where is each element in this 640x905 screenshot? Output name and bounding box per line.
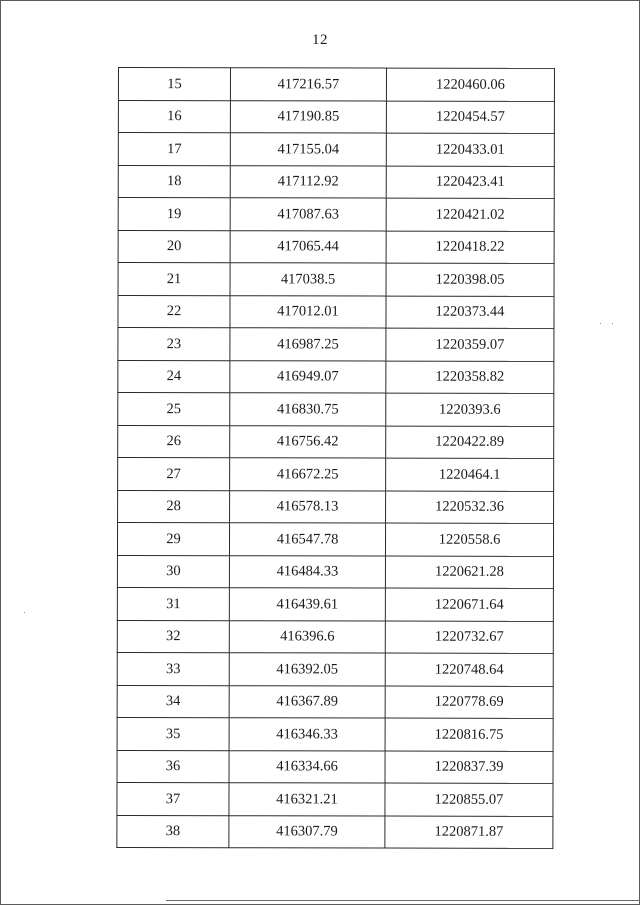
table-row: [118, 198, 554, 231]
x-coordinate-cell: 416367.89: [229, 685, 385, 718]
y-coordinate-cell: 1220433.01: [386, 133, 554, 166]
point-number-cell: 18: [118, 165, 230, 198]
y-coordinate-cell: 1220855.07: [385, 783, 553, 816]
point-number-cell: 23: [118, 328, 230, 361]
x-coordinate-cell: 416346.33: [229, 718, 385, 751]
table-row: [117, 815, 553, 848]
x-coordinate-cell: 417038.5: [230, 263, 386, 296]
point-number-cell: 20: [118, 230, 230, 263]
x-coordinate-cell: 416396.6: [229, 620, 385, 653]
page-number: 12: [312, 32, 328, 48]
x-coordinate-cell: 417190.85: [230, 100, 386, 133]
table-row: [118, 100, 554, 133]
x-coordinate-cell: 417087.63: [230, 198, 386, 231]
table-row: [118, 68, 554, 101]
y-coordinate-cell: 1220423.41: [386, 166, 554, 199]
x-coordinate-cell: 417155.04: [230, 133, 386, 166]
scan-speck: [600, 323, 601, 324]
y-coordinate-cell: 1220671.64: [385, 588, 553, 621]
x-coordinate-cell: 416321.21: [229, 783, 385, 816]
table-row: [118, 328, 554, 361]
point-number-cell: 29: [117, 523, 229, 556]
x-coordinate-cell: 416392.05: [229, 653, 385, 686]
x-coordinate-cell: 416547.78: [229, 523, 385, 556]
x-coordinate-cell: 417112.92: [230, 165, 386, 198]
y-coordinate-cell: 1220373.44: [386, 296, 554, 329]
x-coordinate-cell: 417065.44: [230, 230, 386, 263]
table-row: [118, 360, 554, 393]
point-number-cell: 28: [118, 490, 230, 523]
y-coordinate-cell: 1220732.67: [385, 621, 553, 654]
y-coordinate-cell: 1220748.64: [385, 653, 553, 686]
table-row: [117, 685, 553, 718]
table-row: [117, 652, 553, 685]
y-coordinate-cell: 1220358.82: [386, 361, 554, 394]
table-row: [118, 393, 554, 426]
x-coordinate-cell: 416756.42: [230, 425, 386, 458]
y-coordinate-cell: 1220460.06: [386, 68, 554, 101]
y-coordinate-cell: 1220418.22: [386, 231, 554, 264]
point-number-cell: 37: [117, 782, 229, 815]
point-number-cell: 26: [118, 425, 230, 458]
table-row: [117, 750, 553, 783]
y-coordinate-cell: 1220816.75: [385, 718, 553, 751]
y-coordinate-cell: 1220778.69: [385, 686, 553, 719]
x-coordinate-cell: 416830.75: [230, 393, 386, 426]
y-coordinate-cell: 1220393.6: [386, 393, 554, 426]
x-coordinate-cell: 416949.07: [230, 360, 386, 393]
x-coordinate-cell: 416987.25: [230, 328, 386, 361]
y-coordinate-cell: 1220421.02: [386, 198, 554, 231]
scan-speck: [24, 612, 25, 613]
table-row: [118, 230, 554, 263]
point-number-cell: 35: [117, 717, 229, 750]
point-number-cell: 27: [118, 458, 230, 491]
table-row: [117, 587, 553, 620]
table-row: [117, 523, 553, 556]
x-coordinate-cell: 417216.57: [230, 68, 386, 101]
x-coordinate-cell: 416334.66: [229, 750, 385, 783]
point-number-cell: 31: [117, 587, 229, 620]
table-row: [118, 263, 554, 296]
x-coordinate-cell: 416578.13: [230, 490, 386, 523]
point-number-cell: 22: [118, 295, 230, 328]
point-number-cell: 15: [118, 68, 230, 101]
point-number-cell: 36: [117, 750, 229, 783]
coordinates-table-body: [117, 68, 555, 849]
table-row: [117, 555, 553, 588]
table-row: [118, 458, 554, 491]
point-number-cell: 25: [118, 393, 230, 426]
table-row: [117, 782, 553, 815]
table-row: [118, 490, 554, 523]
x-coordinate-cell: 416672.25: [230, 458, 386, 491]
table-row: [117, 717, 553, 750]
point-number-cell: 33: [117, 652, 229, 685]
point-number-cell: 17: [118, 133, 230, 166]
point-number-cell: 21: [118, 263, 230, 296]
point-number-cell: 19: [118, 198, 230, 231]
table-row: [118, 133, 554, 166]
y-coordinate-cell: 1220532.36: [386, 491, 554, 524]
scan-edge-line: [166, 900, 640, 901]
y-coordinate-cell: 1220398.05: [386, 263, 554, 296]
x-coordinate-cell: 417012.01: [230, 295, 386, 328]
point-number-cell: 34: [117, 685, 229, 718]
point-number-cell: 24: [118, 360, 230, 393]
y-coordinate-cell: 1220359.07: [386, 328, 554, 361]
x-coordinate-cell: 416439.61: [229, 588, 385, 621]
y-coordinate-cell: 1220837.39: [385, 751, 553, 784]
point-number-cell: 30: [117, 555, 229, 588]
coordinates-table: [116, 67, 555, 849]
point-number-cell: 16: [118, 100, 230, 133]
point-number-cell: 38: [117, 815, 229, 848]
y-coordinate-cell: 1220558.6: [385, 523, 553, 556]
table-row: [118, 295, 554, 328]
x-coordinate-cell: 416307.79: [229, 815, 385, 848]
y-coordinate-cell: 1220464.1: [386, 458, 554, 491]
scan-speck: [612, 323, 613, 324]
y-coordinate-cell: 1220454.57: [386, 101, 554, 134]
x-coordinate-cell: 416484.33: [229, 555, 385, 588]
y-coordinate-cell: 1220621.28: [385, 556, 553, 589]
y-coordinate-cell: 1220871.87: [385, 816, 553, 849]
point-number-cell: 32: [117, 620, 229, 653]
table-row: [117, 620, 553, 653]
table-row: [118, 165, 554, 198]
table-row: [118, 425, 554, 458]
y-coordinate-cell: 1220422.89: [386, 426, 554, 459]
